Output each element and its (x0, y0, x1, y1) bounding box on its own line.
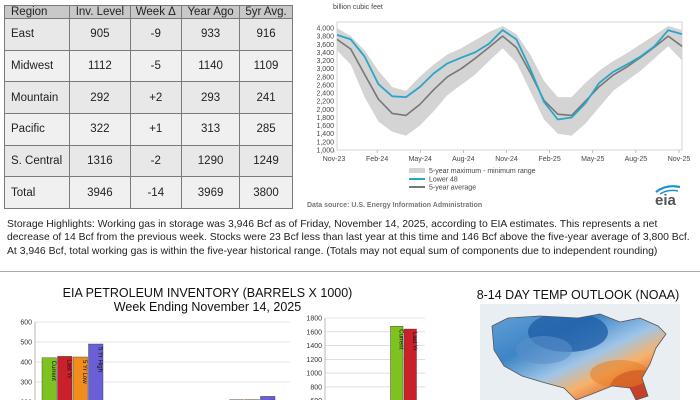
legend-label-range: 5-year maximum - minimum range (429, 168, 536, 175)
table-cell: 1140 (182, 50, 240, 82)
x-tick-label: Feb-25 (538, 156, 561, 163)
temp-outlook-map (480, 304, 680, 400)
table-row (5, 50, 293, 82)
y-tick-label: 1800 (306, 315, 322, 323)
bar-label: 5 Yr High (96, 347, 103, 372)
y-tick-label: 3,200 (316, 58, 334, 66)
y-tick-label: 2,400 (316, 90, 334, 98)
x-tick-label: Nov-24 (495, 156, 518, 163)
table-cell: -2 (130, 145, 182, 177)
table-row (5, 19, 293, 51)
y-tick-label: 1400 (306, 343, 322, 351)
x-tick-label: May-24 (408, 156, 432, 163)
table-row (5, 113, 293, 145)
petroleum-bar-chart-left (0, 312, 292, 400)
bar-label: Current (397, 329, 404, 350)
temp-outlook-title: 8-14 DAY TEMP OUTLOOK (NOAA) (476, 288, 680, 302)
y-tick-label: 1,200 (316, 139, 334, 147)
x-tick-label: Aug-24 (452, 156, 475, 163)
table-header-0: Region (5, 6, 70, 19)
bar-label: Current (49, 360, 56, 381)
y-tick-label: 600 (20, 319, 32, 327)
y-tick-label: 2,000 (316, 106, 334, 114)
table-header-2: Week Δ (130, 6, 182, 19)
data-source-note: Data source: U.S. Energy Information Administration (307, 202, 483, 209)
table-cell: 1112 (70, 50, 130, 82)
table-cell: 3946 (70, 177, 130, 209)
y-tick-label: 1,400 (316, 131, 334, 139)
x-tick-label: Feb-24 (366, 156, 389, 163)
y-tick-label: 1,800 (316, 114, 334, 122)
section-divider (0, 271, 700, 272)
x-tick-label: Aug-25 (624, 156, 648, 163)
y-tick-label: 3,000 (316, 66, 334, 74)
table-row (5, 177, 293, 209)
eia-logo (650, 183, 692, 207)
x-tick-label: Nov-23 (322, 156, 346, 163)
table-cell: 3969 (182, 177, 240, 209)
table-cell: 1290 (182, 145, 240, 177)
legend-swatch-range (409, 168, 425, 173)
table-row (5, 145, 293, 177)
table-cell: 3800 (240, 177, 293, 209)
y-tick-label: 2,200 (316, 98, 334, 106)
table-cell: 1249 (240, 145, 293, 177)
legend-label-lower48: Lower 48 (429, 176, 458, 184)
table-cell: 313 (182, 113, 240, 145)
table-cell: -5 (130, 50, 182, 82)
table-cell: S. Central (5, 145, 70, 177)
table-cell: 293 (182, 82, 240, 114)
storage-highlights-text: Storage Highlights: Working gas in storage was 3,946 Bcf as of Friday, November 14, 2025, according to EIA estimates. This represents a net decrease of 14 Bcf from the previous week. Stocks were 23 Bcf less than last year at this time and 146 Bcf above the five-year average of 3,800 Bcf. At 3,946 Bcf, total working gas is within the five-year historical range. (Totals may not equal sum of components due to independent rounding) (7, 219, 690, 257)
y-tick-label: 1600 (306, 329, 322, 337)
y-tick-label: 800 (310, 384, 322, 392)
table-cell: Pacific (5, 113, 70, 145)
y-tick-label: 3,800 (316, 33, 334, 41)
table-cell: 1316 (70, 145, 130, 177)
x-tick-label: Nov-25 (667, 156, 691, 163)
y-tick-label: 2,800 (316, 74, 334, 82)
table-cell: +1 (130, 113, 182, 145)
storage-line-chart (305, 0, 695, 215)
y-tick-label: 1000 (306, 370, 322, 378)
petroleum-chart-title (40, 286, 375, 314)
y-tick-label: 500 (20, 339, 32, 347)
table-header-4: 5yr Avg. (240, 6, 293, 19)
y-tick-label: 4,000 (316, 25, 334, 33)
y-tick-label: 3,600 (316, 41, 334, 49)
table-cell: 285 (240, 113, 293, 145)
table-cell: 916 (240, 19, 293, 51)
y-tick-label: 300 (20, 379, 32, 387)
petroleum-title-line2: Week Ending November 14, 2025 (113, 300, 302, 314)
petroleum-title-line1: EIA PETROLEUM INVENTORY (BARRELS X 1000) (62, 286, 353, 300)
table-cell: 322 (70, 113, 130, 145)
svg-text:eia: eia (655, 192, 676, 207)
y-tick-label: 1200 (306, 356, 322, 364)
table-header-3: Year Ago (182, 6, 240, 19)
table-cell: 241 (240, 82, 293, 114)
y-tick-label: 400 (20, 359, 32, 367)
table-header-1: Inv. Level (70, 6, 130, 19)
y-tick-label: 1,600 (316, 123, 334, 131)
bar-label: Last Yr (410, 332, 417, 351)
table-cell: East (5, 19, 70, 51)
table-row (5, 82, 293, 114)
y-tick-label: 3,400 (316, 49, 334, 57)
bar-label: Last Yr (65, 359, 72, 379)
table-cell: Mountain (5, 82, 70, 114)
table-cell: 292 (70, 82, 130, 114)
y-tick-label: 2,600 (316, 82, 334, 90)
table-cell: 1109 (240, 50, 293, 82)
x-tick-label: May-25 (581, 156, 605, 163)
legend-label-avg: 5-year average (429, 184, 477, 192)
table-cell: -14 (130, 177, 182, 209)
petroleum-bar-chart-right (300, 312, 430, 400)
table-cell: +2 (130, 82, 182, 114)
y-tick-label: 1,000 (316, 147, 334, 155)
bar-label: 5 Yr Low (80, 360, 87, 384)
table-cell: 905 (70, 19, 130, 51)
table-header-row (5, 6, 293, 19)
table-cell: Total (5, 177, 70, 209)
storage-table (4, 5, 293, 209)
y-axis-label: billion cubic feet (333, 4, 383, 11)
table-cell: Midwest (5, 50, 70, 82)
table-cell: 933 (182, 19, 240, 51)
table-cell: -9 (130, 19, 182, 51)
